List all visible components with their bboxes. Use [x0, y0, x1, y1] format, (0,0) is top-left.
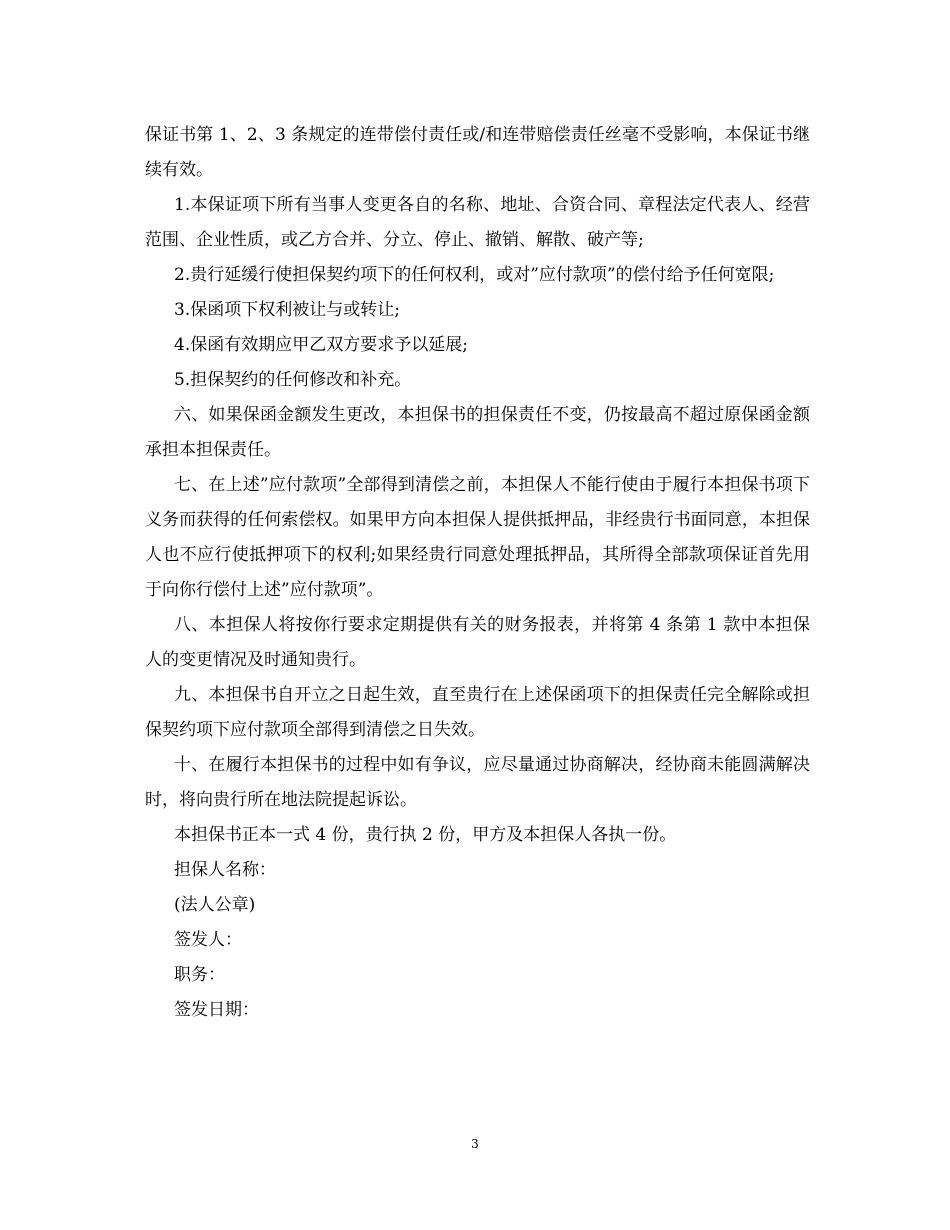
page-number: 3 [471, 1137, 479, 1151]
paragraph-copies: 本担保书正本一式 4 份，贵行执 2 份，甲方及本担保人各执一份。 [174, 825, 677, 845]
issuer-field: 签发人： [174, 930, 242, 950]
paragraph-clause-8: 八、本担保人将按你行要求定期提供有关的财务报表，并将第 4 条第 1 款中本担保人的变更情况及时通知贵行。 [145, 615, 810, 670]
paragraph-item-2: 2.贵行延缓行使担保契约项下的任何权利，或对”应付款项”的偿付给予任何宽限; [174, 265, 775, 285]
document-body [145, 118, 810, 1028]
position-field: 职务： [174, 965, 225, 985]
paragraph-item-3: 3.保函项下权利被让与或转让; [174, 300, 400, 320]
paragraph-clause-9: 九、本担保书自开立之日起生效，直至贵行在上述保函项下的担保责任完全解除或担保契约项下应付款项全部得到清偿之日失效。 [145, 685, 810, 740]
paragraph-continuation: 保证书第 1、2、3 条规定的连带偿付责任或/和连带赔偿责任丝毫不受影响，本保证书继续有效。 [145, 125, 810, 180]
paragraph-item-5: 5.担保契约的任何修改和补充。 [174, 370, 412, 390]
guarantor-name-field: 担保人名称： [174, 860, 276, 880]
paragraph-item-1: 1.本保证项下所有当事人变更各自的名称、地址、合资合同、章程法定代表人、经营范围、企业性质，或乙方合并、分立、停止、撤销、解散、破产等; [145, 195, 810, 250]
paragraph-clause-7: 七、在上述”应付款项”全部得到清偿之前，本担保人不能行使由于履行本担保书项下义务而获得的任何索偿权。如果甲方向本担保人提供抵押品，非经贵行书面同意，本担保人也不应行使抵押项下的权利;如果经贵行同意处理抵押品，其所得全部款项保证首先用于向你行偿付上述”应付款项”。 [145, 475, 810, 600]
corporate-seal-field: (法人公章) [174, 895, 256, 915]
paragraph-clause-10: 十、在履行本担保书的过程中如有争议，应尽量通过协商解决，经协商未能圆满解决时，将向贵行所在地法院提起诉讼。 [145, 755, 810, 810]
paragraph-item-4: 4.保函有效期应甲乙双方要求予以延展; [174, 335, 468, 355]
issue-date-field: 签发日期： [174, 1000, 259, 1020]
paragraph-clause-6: 六、如果保函金额发生更改，本担保书的担保责任不变，仍按最高不超过原保函金额承担本担保责任。 [145, 405, 810, 460]
